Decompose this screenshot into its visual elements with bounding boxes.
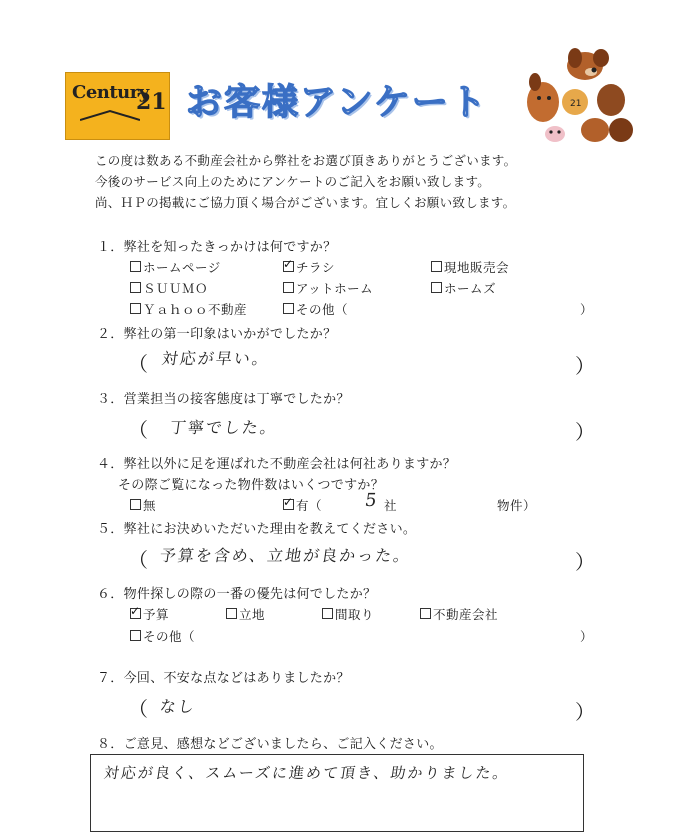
answer-close-paren: ）: [575, 354, 595, 378]
option-homepage[interactable]: ホームページ: [130, 258, 221, 276]
checkbox[interactable]: [130, 499, 141, 510]
answer-3-handwritten[interactable]: 丁寧でした。: [168, 418, 280, 437]
dog-mascot-icon: [515, 44, 635, 144]
question-1: １．弊社を知ったきっかけは何ですか？: [97, 240, 337, 255]
checkbox-checked[interactable]: [283, 499, 294, 510]
option-open-house[interactable]: 現地販売会: [431, 258, 509, 276]
question-4: ４．弊社以外に足を運ばれた不動産会社は何社ありますか？: [97, 457, 457, 472]
option-yes[interactable]: ✓ 有（: [283, 496, 322, 514]
house-roof-icon: [80, 109, 140, 121]
century21-logo: [65, 72, 170, 140]
option-flyer[interactable]: ✓ チラシ: [283, 258, 335, 276]
checkbox[interactable]: [322, 608, 333, 619]
question-4-sub: その際ご覧になった物件数はいくつですか？: [118, 478, 385, 493]
logo-text: Century: [72, 82, 149, 103]
option-homes[interactable]: ホームズ: [431, 279, 496, 297]
option-yahoo-realestate[interactable]: Ｙａｈｏｏ不動産: [130, 300, 247, 318]
checkbox[interactable]: [431, 261, 442, 272]
checkbox[interactable]: [283, 303, 294, 314]
option-budget[interactable]: ✓予算: [130, 605, 169, 623]
intro-line-2: 今後のサービス向上のためにアンケートのご記入をお願い致します。: [95, 174, 491, 189]
checkbox-checked[interactable]: [283, 261, 294, 272]
company-count-handwritten[interactable]: 5: [363, 490, 380, 511]
checkbox[interactable]: [130, 282, 141, 293]
checkbox-checked[interactable]: [130, 608, 141, 619]
question-8: ８．ご意見、感想などございましたら、ご記入ください。: [97, 737, 443, 752]
option-other[interactable]: その他（: [130, 627, 195, 645]
answer-close-paren: ）: [575, 700, 595, 724]
checkbox[interactable]: [130, 630, 141, 641]
answer-open-paren: （: [128, 352, 148, 376]
answer-8-handwritten[interactable]: 対応が良く、スムーズに進めて頂き、助かりました。: [102, 764, 511, 782]
checkbox[interactable]: [226, 608, 237, 619]
answer-open-paren: （: [128, 548, 148, 572]
option-realestate-company[interactable]: 不動産会社: [420, 605, 498, 623]
survey-title: お客様アンケート: [186, 81, 488, 123]
intro-line-3: 尚、ＨＰの掲載にご協力頂く場合がございます。宜しくお願い致します。: [95, 195, 516, 210]
answer-5-handwritten[interactable]: 予算を含め、立地が良かった。: [158, 546, 413, 565]
option-none[interactable]: 無: [130, 496, 156, 514]
answer-open-paren: （: [128, 418, 148, 442]
other-close-paren: ）: [580, 629, 594, 644]
company-unit: 社: [384, 498, 398, 513]
answer-close-paren: ）: [575, 420, 595, 444]
question-3: ３．営業担当の接客態度は丁寧でしたか？: [97, 392, 350, 407]
answer-2-handwritten[interactable]: 対応が早い。: [160, 349, 272, 368]
answer-open-paren: （: [128, 697, 148, 721]
question-5: ５．弊社にお決めいただいた理由を教えてください。: [97, 522, 417, 537]
option-suumo[interactable]: ＳＵＵＭＯ: [130, 279, 208, 297]
svg-text:21: 21: [570, 99, 582, 109]
logo-number: 21: [136, 89, 167, 115]
checkbox[interactable]: [130, 261, 141, 272]
option-floorplan[interactable]: 間取り: [322, 605, 374, 623]
option-location[interactable]: 立地: [226, 605, 265, 623]
checkbox[interactable]: [130, 303, 141, 314]
checkbox[interactable]: [431, 282, 442, 293]
checkbox[interactable]: [283, 282, 294, 293]
question-2: ２．弊社の第一印象はいかがでしたか？: [97, 327, 337, 342]
question-6: ６．物件探しの際の一番の優先は何でしたか？: [97, 587, 377, 602]
option-other[interactable]: その他（: [283, 300, 348, 318]
answer-close-paren: ）: [575, 550, 595, 574]
option-athome[interactable]: アットホーム: [283, 279, 373, 297]
answer-7-handwritten[interactable]: なし: [158, 697, 198, 716]
checkbox[interactable]: [420, 608, 431, 619]
property-unit: 物件）: [497, 498, 537, 513]
question-7: ７．今回、不安な点などはありましたか？: [97, 671, 350, 686]
intro-line-1: この度は数ある不動産会社から弊社をお選び頂きありがとうございます。: [95, 153, 517, 168]
other-close-paren: ）: [580, 302, 594, 317]
